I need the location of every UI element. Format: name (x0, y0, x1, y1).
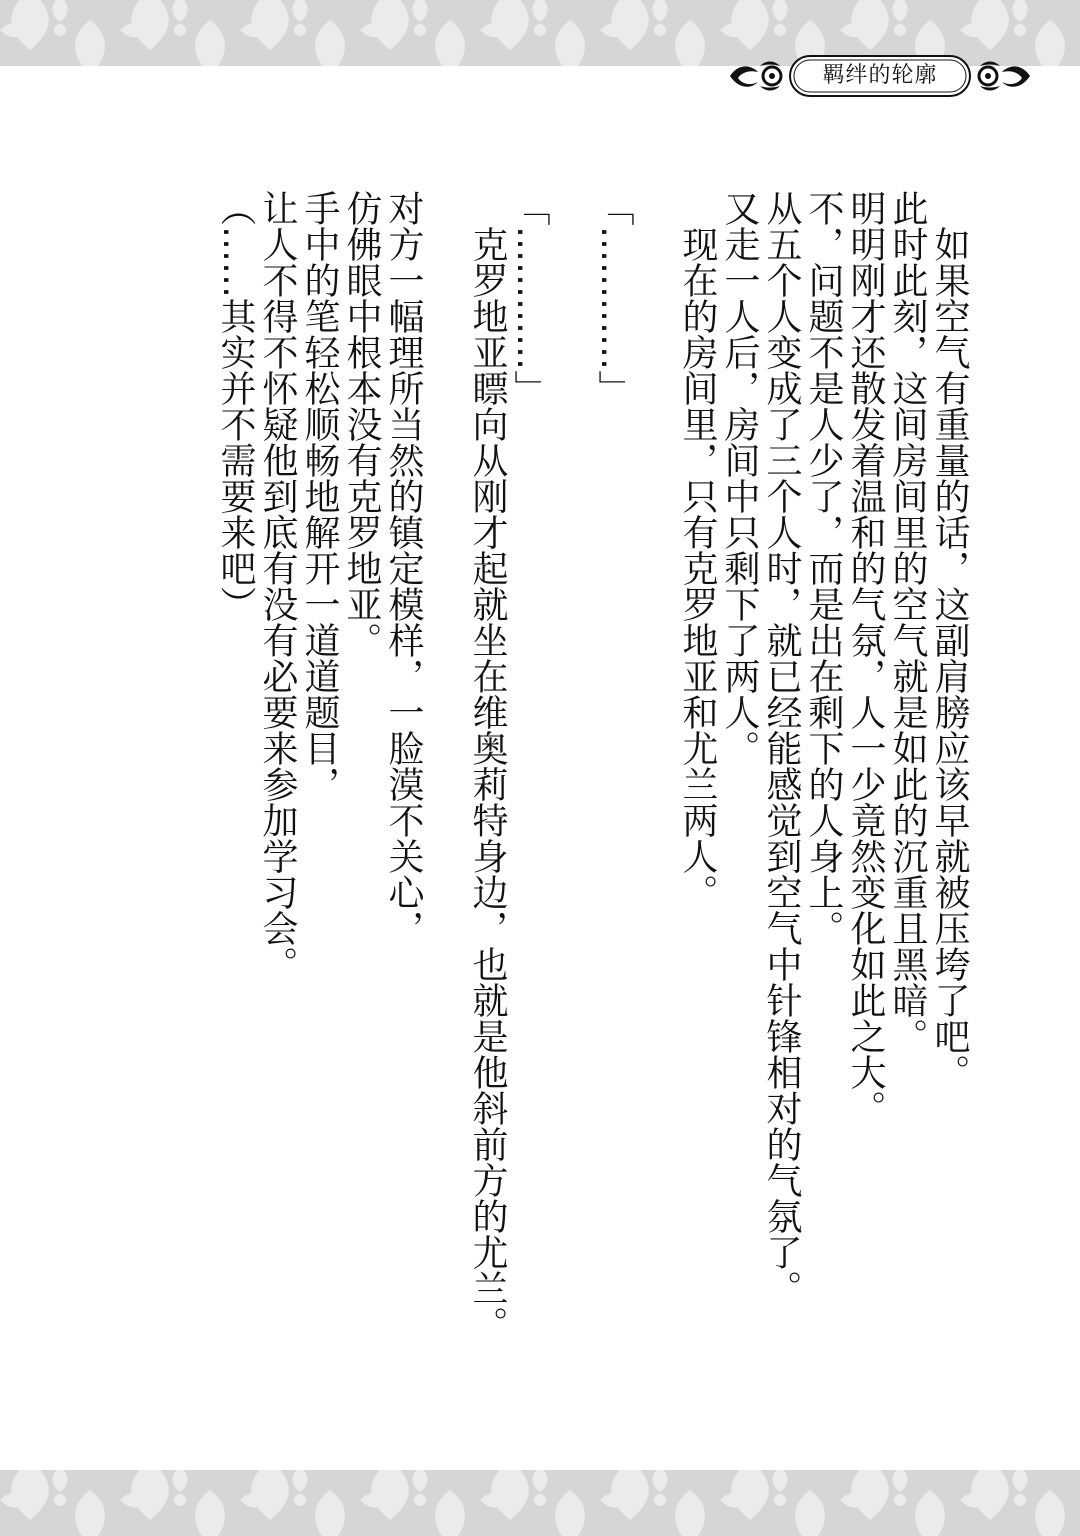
dialogue-2: 「…………」 (509, 190, 550, 406)
paragraph-2: 此时此刻，这间房间里的空气就是如此的沉重且黑暗。 (887, 190, 928, 1054)
paragraph-1: 如果空气有重量的话，这副肩膀应该早就被压垮了吧。 (929, 226, 970, 1090)
paragraph-3: 明明刚才还散发着温和的气氛，人一少竟然变化如此之大。 (845, 190, 886, 1126)
paragraph-7: 现在的房间里，只有克罗地亚和尤兰两人。 (677, 226, 718, 910)
paragraph-10: 仿佛眼中根本没有克罗地亚。 (341, 190, 382, 658)
paragraph-9: 对方一幅理所当然的镇定模样，一脸漠不关心， (383, 190, 424, 946)
bottom-ornament-band (0, 1470, 1080, 1536)
paragraph-6: 又走一人后，房间中只剩下了两人。 (719, 190, 760, 766)
paragraph-13: （……其实并不需要来吧） (215, 190, 256, 622)
chapter-title: 羁绊的轮廓 (822, 63, 938, 88)
paragraph-12: 让人不得不怀疑他到底有没有必要来参加学习会。 (257, 190, 298, 982)
paragraph-4: 不，问题不是人少了，而是出在剩下的人身上。 (803, 190, 844, 946)
paragraph-5: 从五个人变成了三个人时，就已经能感觉到空气中针锋相对的气氛了。 (761, 190, 802, 1306)
damask-pattern-bottom (0, 1470, 1080, 1536)
paragraph-11: 手中的笔轻松顺畅地解开一道道题目， (299, 190, 340, 802)
chapter-title-plate (720, 52, 1040, 100)
body-text (214, 190, 970, 1430)
paragraph-8: 克罗地亚瞟向从刚才起就坐在维奥莉特身边，也就是他斜前方的尤兰。 (467, 226, 508, 1342)
dialogue-1: 「…………」 (593, 190, 634, 406)
